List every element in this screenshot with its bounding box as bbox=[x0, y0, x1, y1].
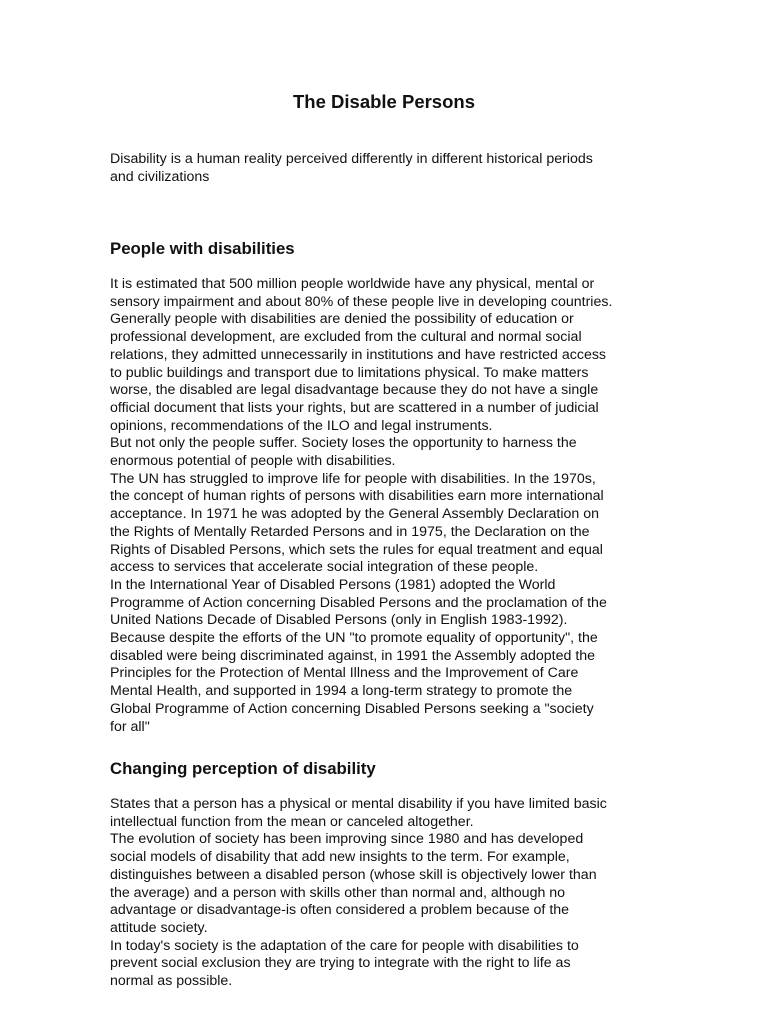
body-text-line: sensory impairment and about 80% of these people live in developing countries. bbox=[110, 293, 613, 310]
body-text-line: Rights of Disabled Persons, which sets the rules for equal treatment and equal bbox=[110, 541, 603, 558]
body-text-line: acceptance. In 1971 he was adopted by the General Assembly Declaration on bbox=[110, 506, 599, 523]
section-heading-people-with-disabilities: People with disabilities bbox=[110, 239, 295, 258]
body-text-line: In today's society is the adaptation of the care for people with disabilities to bbox=[110, 937, 579, 954]
body-text-line: States that a person has a physical or mental disability if you have limited basic bbox=[110, 796, 607, 812]
body-text-line: normal as possible. bbox=[110, 973, 233, 990]
body-text-line: intellectual function from the mean or canceled altogether. bbox=[110, 813, 474, 830]
body-text-line: relations, they admitted unnecessarily in institutions and have restricted access bbox=[110, 346, 607, 363]
body-text-line: social models of disability that add new insights to the term. For example, bbox=[110, 849, 570, 866]
body-text-line: for all" bbox=[110, 718, 150, 735]
body-text-line: United Nations Decade of Disabled Persons (only in English 1983-1992). bbox=[110, 612, 568, 629]
body-text-line: Global Programme of Action concerning Disabled Persons seeking a "society bbox=[110, 700, 594, 717]
body-text-line: to public buildings and transport due to limitations physical. To make matters bbox=[110, 364, 589, 381]
body-text-line: advantage or disadvantage-is often considered a problem because of the bbox=[110, 902, 570, 919]
intro-line: Disability is a human reality perceived differently in different historical periods bbox=[110, 151, 593, 167]
section-body-changing-perception bbox=[110, 796, 670, 991]
section-body-people-with-disabilities bbox=[110, 276, 670, 736]
body-text-line: Generally people with disabilities are denied the possibility of education or bbox=[110, 311, 574, 328]
body-text-line: distinguishes between a disabled person (whose skill is objectively lower than bbox=[110, 866, 597, 883]
intro-line: and civilizations bbox=[110, 169, 210, 185]
body-text-line: It is estimated that 500 million people worldwide have any physical, mental or bbox=[110, 276, 595, 292]
section-heading-changing-perception: Changing perception of disability bbox=[110, 759, 376, 778]
body-text-line: enormous potential of people with disabilities. bbox=[110, 453, 396, 470]
body-text-line: In the International Year of Disabled Persons (1981) adopted the World bbox=[110, 576, 556, 593]
body-text-line: worse, the disabled are legal disadvantage because they do not have a single bbox=[110, 382, 599, 399]
body-text-line: The evolution of society has been improving since 1980 and has developed bbox=[110, 831, 584, 848]
body-text-line: But not only the people suffer. Society loses the opportunity to harness the bbox=[110, 435, 577, 452]
body-text-line: Mental Health, and supported in 1994 a long-term strategy to promote the bbox=[110, 683, 573, 700]
body-text-line: the Rights of Mentally Retarded Persons and in 1975, the Declaration on the bbox=[110, 523, 590, 540]
body-text-line: professional development, are excluded from the cultural and normal social bbox=[110, 329, 582, 346]
body-text-line: The UN has struggled to improve life for people with disabilities. In the 1970s, bbox=[110, 470, 596, 487]
body-text-line: access to services that accelerate social integration of these people. bbox=[110, 559, 539, 576]
body-text-line: attitude society. bbox=[110, 919, 208, 936]
body-text-line: official document that lists your rights, but are scattered in a number of judicial bbox=[110, 399, 599, 416]
body-text-line: opinions, recommendations of the ILO and legal instruments. bbox=[110, 417, 493, 434]
intro-paragraph bbox=[110, 150, 670, 186]
body-text-line: the concept of human rights of persons with disabilities earn more international bbox=[110, 488, 604, 505]
body-text-line: disabled were being discriminated against, in 1991 the Assembly adopted the bbox=[110, 647, 596, 664]
body-text-line: Programme of Action concerning Disabled Persons and the proclamation of the bbox=[110, 594, 607, 611]
document-title: The Disable Persons bbox=[293, 91, 475, 112]
body-text-line: Principles for the Protection of Mental Illness and the Improvement of Care bbox=[110, 665, 579, 682]
body-text-line: the average) and a person with skills other than normal and, although no bbox=[110, 884, 566, 901]
body-text-line: prevent social exclusion they are trying to integrate with the right to life as bbox=[110, 955, 571, 972]
body-text-line: Because despite the efforts of the UN "to promote equality of opportunity", the bbox=[110, 630, 598, 647]
